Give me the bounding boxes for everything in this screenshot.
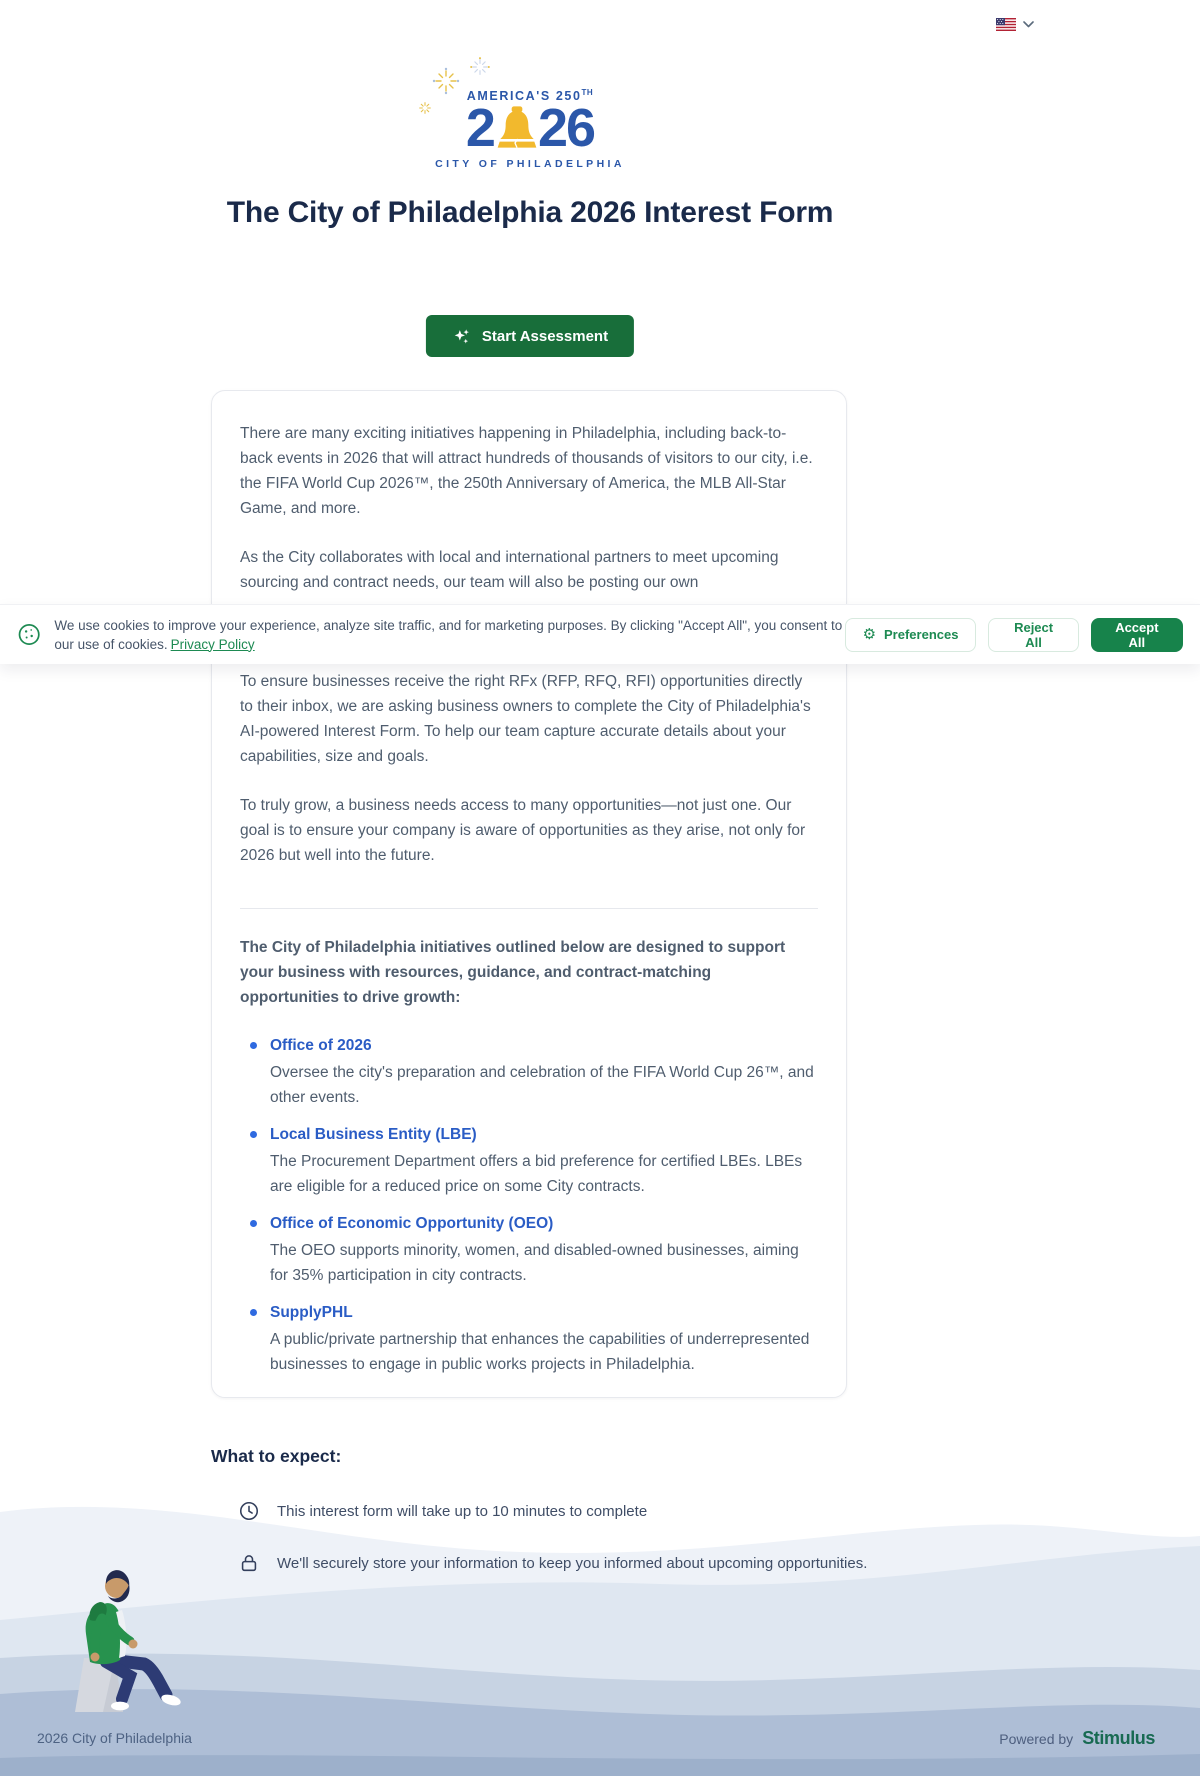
powered-by — [999, 1728, 1155, 1749]
page-title: The City of Philadelphia 2026 Interest Form — [226, 196, 834, 229]
expect-item-security — [238, 1552, 867, 1574]
language-selector[interactable] — [996, 18, 1034, 31]
initiative-description: The Procurement Department offers a bid preference for certified LBEs. LBEs are eligible for a reduced price on some City contracts. — [270, 1153, 803, 1195]
bullet-icon — [250, 1220, 257, 1227]
initiative-label: SupplyPHL — [270, 1304, 353, 1321]
preferences-button[interactable]: ⚙ Preferences — [845, 618, 977, 652]
cookie-icon — [17, 622, 41, 647]
chevron-down-icon — [1023, 21, 1034, 28]
gear-icon: ⚙ — [862, 626, 877, 643]
expect-item-text: We'll securely store your information to keep you informed about upcoming opportunities. — [277, 1554, 868, 1572]
expect-item-time — [238, 1500, 647, 1522]
lock-icon — [238, 1552, 260, 1574]
start-assessment-label: Start Assessment — [481, 327, 609, 345]
us-flag-icon — [996, 18, 1016, 31]
bullet-icon — [250, 1131, 257, 1138]
initiative-description: The OEO supports minority, women, and disabled-owned businesses, aiming for 35% participation in city contracts. — [270, 1242, 799, 1284]
logo-year: 2 26 — [465, 98, 595, 159]
fireworks-icon — [417, 100, 433, 116]
initiatives-list — [240, 1034, 818, 1377]
accept-all-button[interactable]: Accept All — [1091, 618, 1183, 652]
liberty-bell-icon — [497, 105, 537, 153]
sparkles-icon — [452, 327, 471, 346]
intro-paragraph: There are many exciting initiatives happening in Philadelphia, including back-to-back events in 2026 that will attract hundreds of thousands of visitors to our city, i.e. the FIFA World Cup 2026™, the 250th Anniversary of America, the MLB All-Star Game, and more. — [240, 425, 813, 517]
bullet-icon — [250, 1309, 257, 1316]
list-item — [240, 1212, 818, 1288]
cookie-message: We use cookies to improve your experience, analyze site traffic, and for marketing purposes. By clicking "Accept All", you consent to our use of cookies. Privacy Policy — [54, 617, 843, 652]
stimulus-logo[interactable]: Stimulus — [1082, 1728, 1155, 1748]
start-assessment-button[interactable] — [426, 315, 634, 357]
privacy-policy-link[interactable]: Privacy Policy — [170, 636, 255, 652]
initiative-label: Local Business Entity (LBE) — [270, 1126, 477, 1143]
fireworks-icon — [469, 56, 491, 78]
divider — [240, 908, 818, 909]
initiatives-heading: The City of Philadelphia initiatives outlined below are designed to support your business with resources, guidance, and contract-matching opportunities to drive growth: — [240, 939, 786, 1006]
initiative-description: Oversee the city's preparation and celebration of the FIFA World Cup 26™, and other events. — [270, 1064, 814, 1106]
intro-card — [211, 390, 847, 1398]
fireworks-icon — [431, 66, 461, 96]
intro-paragraph: To ensure businesses receive the right RFx (RFP, RFQ, RFI) opportunities directly to their inbox, we are asking business owners to complete the City of Philadelphia's AI-powered Interest Form. To help our team capture accurate details about your capabilities, size and goals. — [240, 673, 811, 765]
footer-copyright: 2026 City of Philadelphia — [37, 1730, 192, 1746]
cookie-actions — [845, 618, 1183, 652]
what-to-expect-heading: What to expect: — [211, 1446, 342, 1466]
logo-tagline: AMERICA'S 250TH — [466, 88, 594, 104]
initiative-label: Office of 2026 — [270, 1037, 372, 1054]
intro-paragraph: To truly grow, a business needs access to many opportunities—not just one. Our goal is to ensure your company is aware of opportunities as they arise, not only for 2026 but well into the future. — [240, 797, 806, 864]
bullet-icon — [250, 1042, 257, 1049]
initiative-description: A public/private partnership that enhances the capabilities of underrepresented businesses to engage in public works projects in Philadelphia. — [270, 1331, 810, 1373]
initiative-label: Office of Economic Opportunity (OEO) — [270, 1215, 554, 1232]
clock-icon — [238, 1500, 260, 1522]
list-item — [240, 1034, 818, 1110]
list-item — [240, 1123, 818, 1199]
logo-city: CITY OF PHILADELPHIA — [435, 158, 625, 171]
powered-by-label: Powered by — [999, 1730, 1074, 1747]
list-item — [240, 1301, 818, 1377]
logo — [0, 72, 1060, 172]
intro-paragraph: As the City collaborates with local and international partners to meet upcoming sourcing and contract needs, our team will also be posting our own — [240, 549, 779, 591]
sitting-person-illustration — [70, 1560, 182, 1718]
reject-all-button[interactable]: Reject All — [988, 618, 1078, 652]
expect-item-text: This interest form will take up to 10 minutes to complete — [277, 1502, 648, 1520]
cookie-banner — [0, 604, 1200, 664]
